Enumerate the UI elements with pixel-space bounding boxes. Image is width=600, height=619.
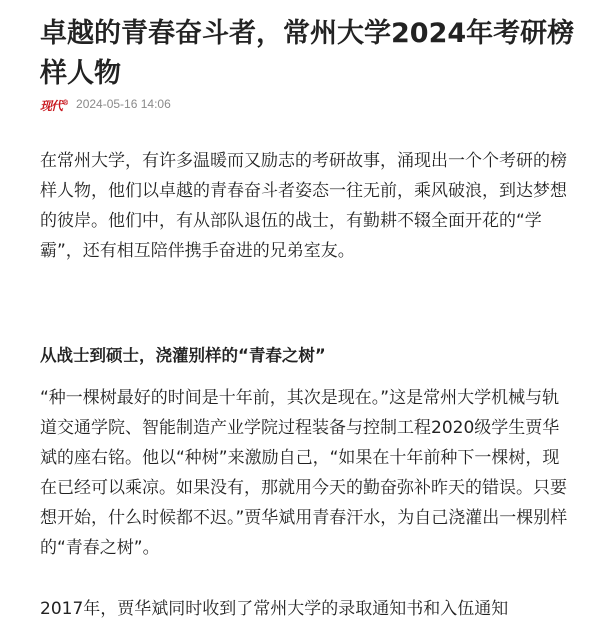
intro-paragraph: 在常州大学，有许多温暖而又励志的考研故事，涌现出一个个考研的榜样人物，他们以卓越的青春奋斗者姿态一往无前，乘风破浪，到达梦想的彼岸。他们中，有从部队退伍的战士，有勤耕不辍全面开花的“学霸”，还有相互陪伴携手奋进的兄弟室友。 <box>40 151 567 261</box>
section-heading: 从战士到硕士，浇灌别样的“青春之树” <box>40 346 326 365</box>
article-meta <box>40 95 171 113</box>
source-logo-mark: ® <box>62 97 69 107</box>
source-logo[interactable] <box>40 96 68 113</box>
source-logo-text: 现代 <box>40 98 63 113</box>
body-paragraph-cutoff: 2017年，贾华斌同时收到了常州大学的录取通知书和入伍通知 <box>40 599 509 619</box>
body-paragraph: “种一棵树最好的时间是十年前，其次是现在。”这是常州大学机械与轨道交通学院、智能制造产业学院过程装备与控制工程2020级学生贾华斌的座右铭。他以“种树”来激励自己，“如果在十年前种下一棵树，现在已经可以乘凉。如果没有，那就用今天的勤奋弥补昨天的错误。只要想开始，什么时候都不迟。”贾华斌用青春汗水，为自己浇灌出一棵别样的“青春之树”。 <box>40 388 568 558</box>
article-title: 卓越的青春奋斗者，常州大学2024年考研榜样人物 <box>40 18 575 89</box>
publish-timestamp: 2024-05-16 14:06 <box>76 97 171 111</box>
